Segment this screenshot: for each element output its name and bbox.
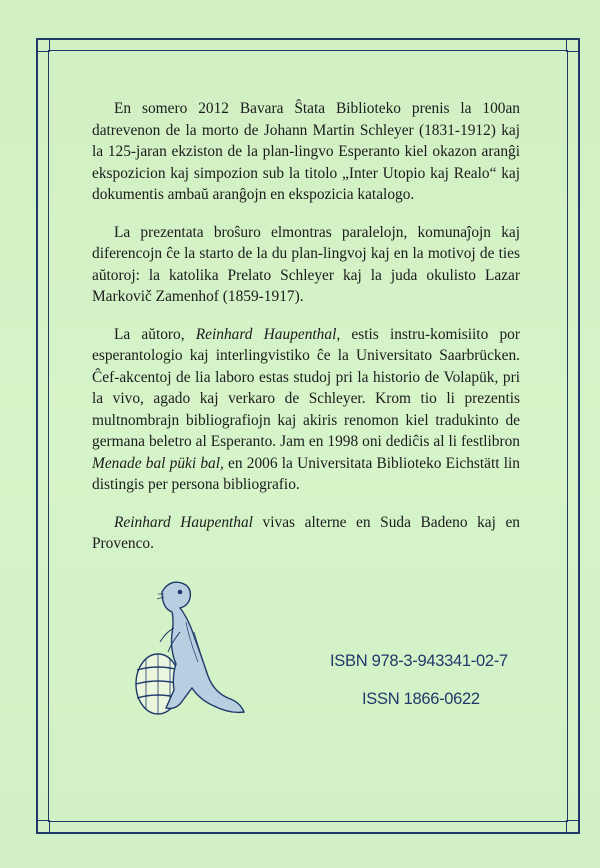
corner-ornament — [36, 38, 50, 52]
isbn-label: ISBN 978-3-943341-02-7 — [330, 652, 508, 670]
italic-name: Reinhard Haupenthal — [114, 513, 253, 531]
corner-ornament — [36, 820, 50, 834]
blurb-paragraph — [92, 98, 520, 206]
blurb-paragraph — [92, 324, 520, 496]
paragraph-text: vivas alterne en Suda Badeno kaj en Provenco. — [92, 513, 521, 552]
paragraph-text: En somero 2012 Bavara Ŝtata Biblioteko prenis la 100an datrevenon de la morto de Johann Martin Schleyer (1831-1912) kaj la 125-jaran ekziston de la plan-lingvo Esperanto kiel okazon aranĝi ekspozicion kaj simpozion sub la titolo „Inter Utopio kaj Realo“ kaj dokumentis ambaŭ aranĝojn en ekspozicia katalogo. — [92, 100, 520, 203]
blurb-paragraph — [92, 512, 520, 555]
issn-label: ISSN 1866-0622 — [362, 690, 480, 708]
paragraph-text: en 2006 la Universitata Biblioteko Eichstätt lin distingis per persona bibliografio. — [92, 454, 520, 493]
paragraph-text: La aŭtoro, — [114, 325, 196, 343]
blurb-text — [92, 98, 520, 571]
otter-with-barrel-icon — [128, 572, 248, 722]
italic-name: Reinhard Haupenthal, — [195, 325, 341, 343]
corner-ornament — [566, 820, 580, 834]
blurb-paragraph — [92, 222, 520, 308]
paragraph-text: La prezentata broŝuro elmontras paralelojn, komunaĵojn kaj diferencojn ĉe la starto de la du plan-lingvoj kaj en la motivoj de ties aŭtoroj: la katolika Prelato Schleyer kaj la juda okulisto Lazar Markovič Zamenhof (1859-1917). — [92, 223, 520, 305]
corner-ornament — [566, 38, 580, 52]
italic-name: Menade bal püki bal, — [92, 454, 224, 472]
paragraph-text: estis instru-komisiito por esperantologio kaj interlingvistiko ĉe la Universitato Saarbrücken. Ĉef-akcentoj de lia laboro estas studoj pri la historio de Volapük, pri la vivo, agado kaj verkaro de Schleyer. Krom tio li prezentis multnombrajn bibliografiojn kaj akiris renomon kiel tradukinto de germana beletro al Esperanto. Jam en 1998 oni dediĉis al li festlibron — [92, 325, 520, 450]
